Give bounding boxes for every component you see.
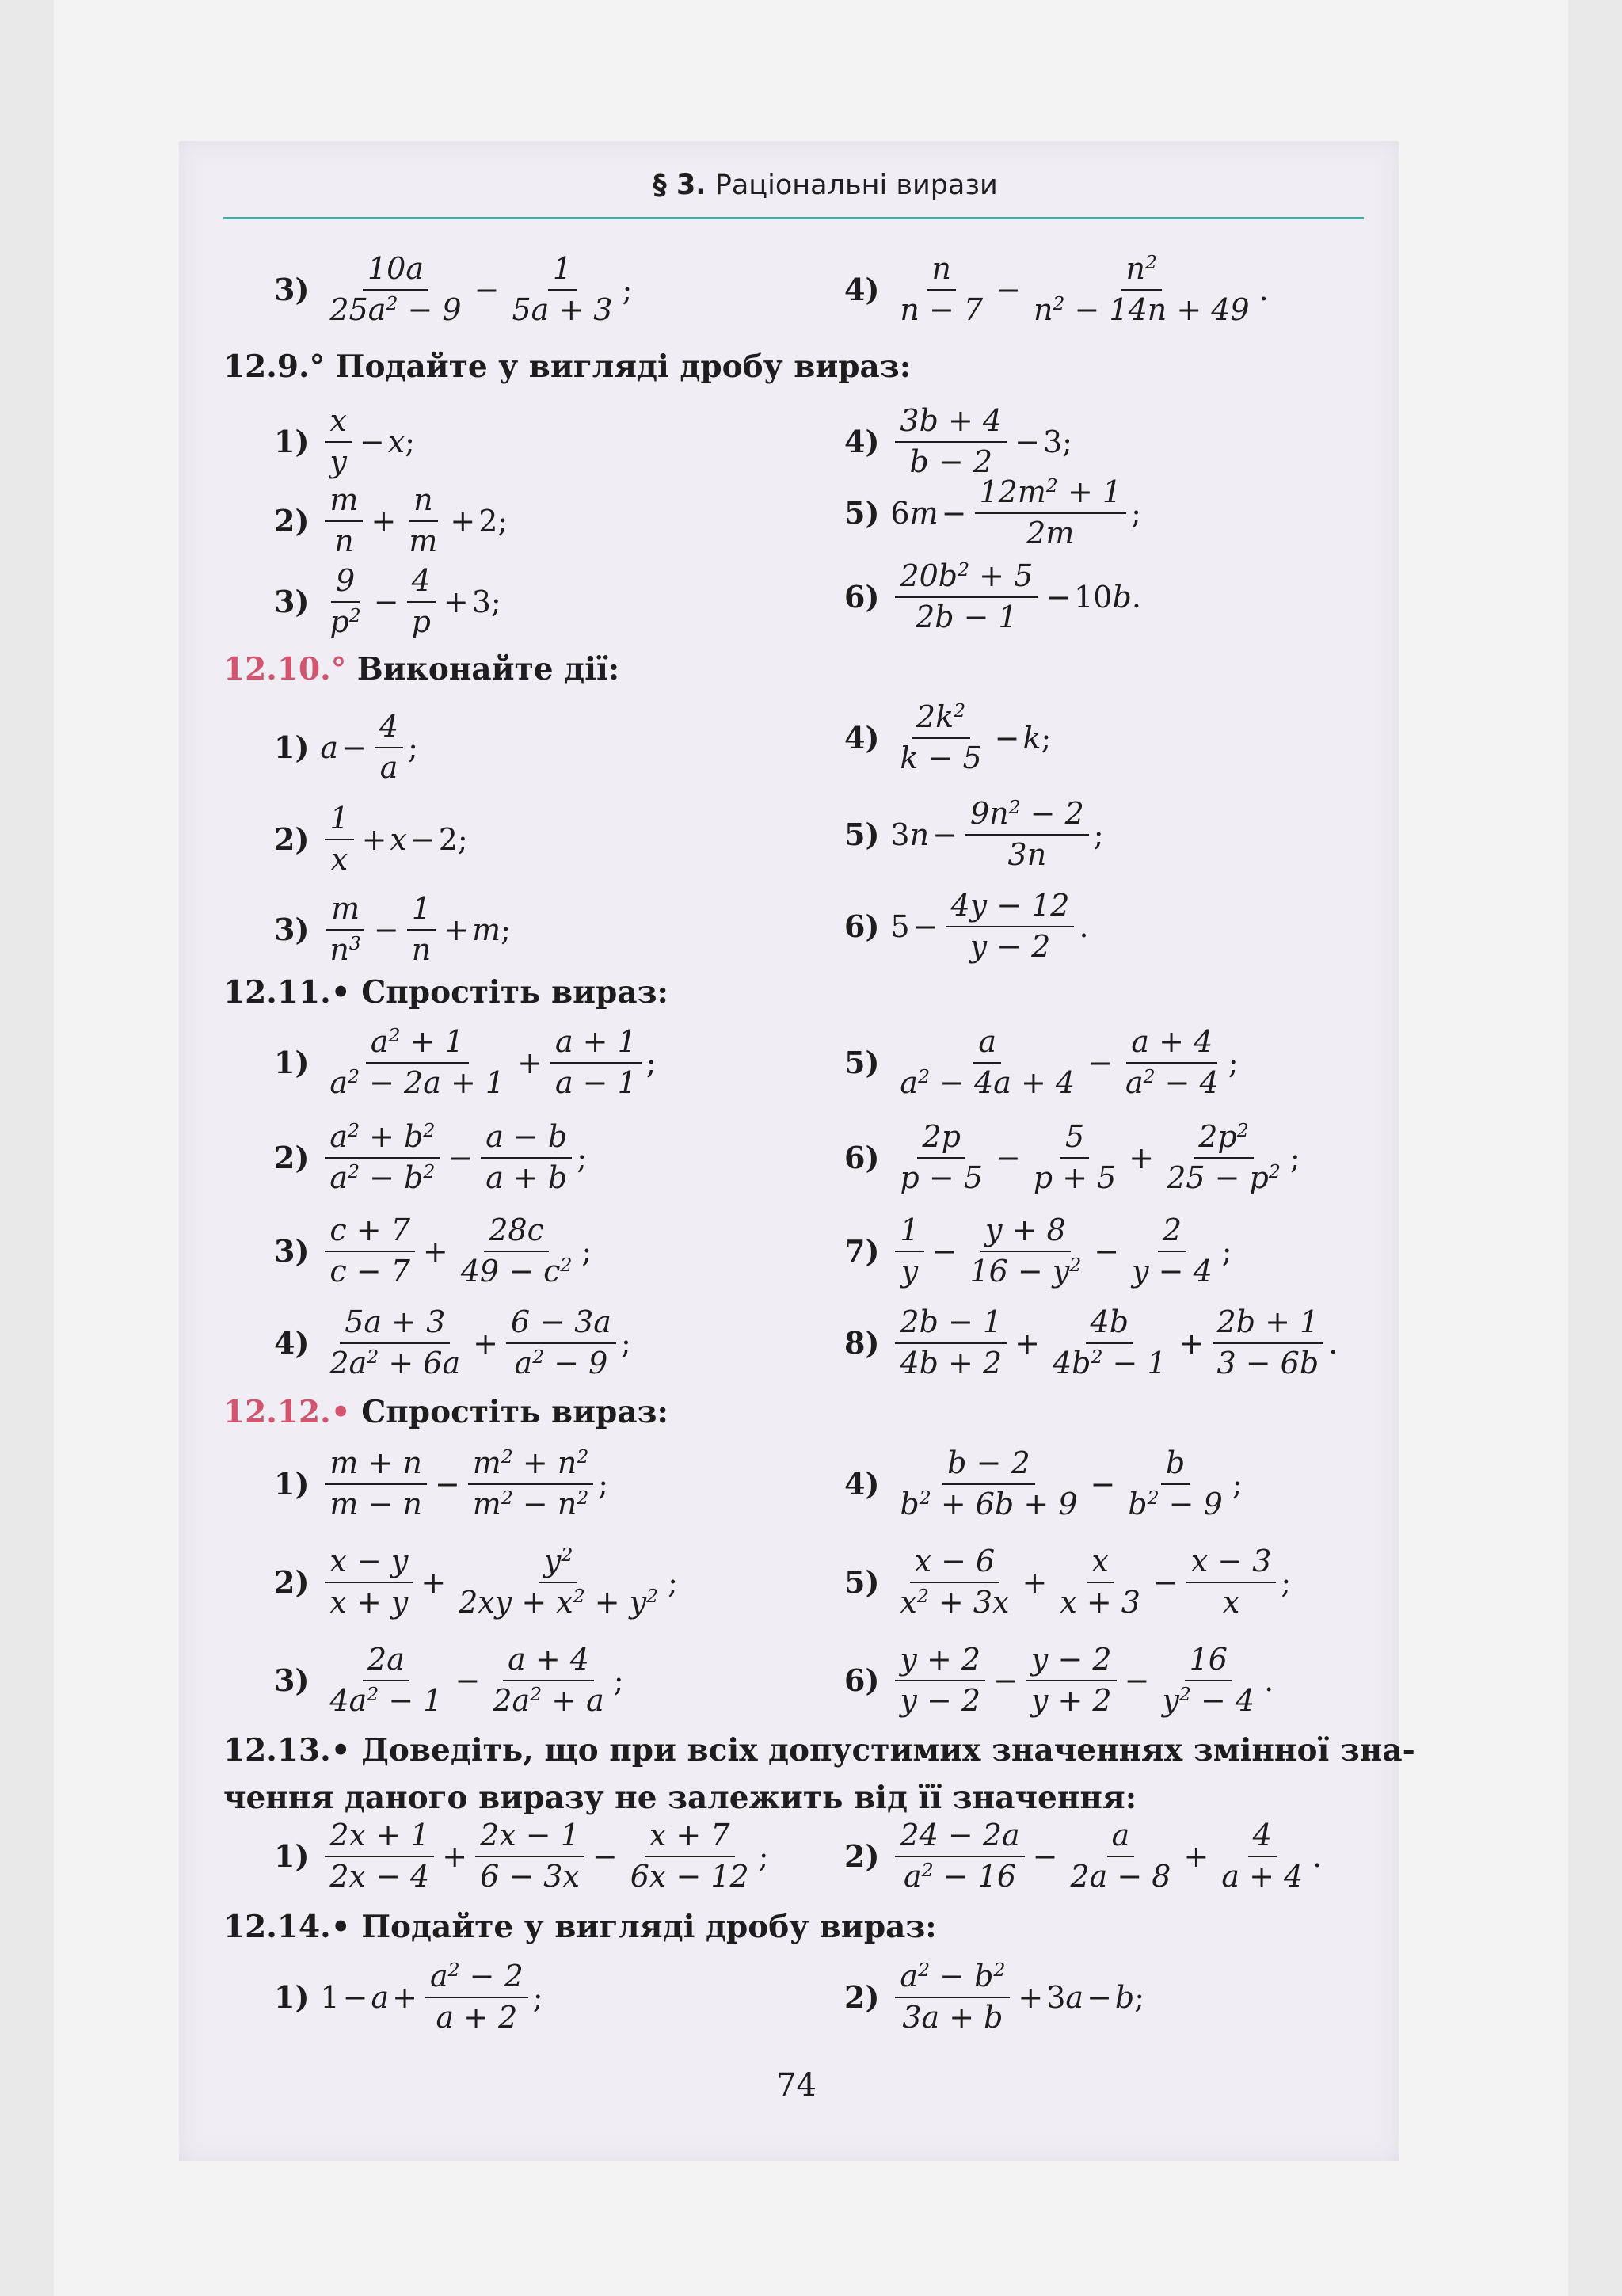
exercise-12-10-3: 3) $\frac{m}{n^3}$ − $\frac{1}{n}$ + m ; (274, 891, 511, 967)
exercise-12-9-5: 5) 6 m − $\frac{12m^2 + 1}{2m}$ ; (844, 474, 1141, 550)
exercise-12-11-6: 6) $\frac{2p}{p - 5}$ − $\frac{5}{p + 5}$ + $\frac{2p^2}{25 - p^2}$ ; (844, 1119, 1300, 1195)
exercise-12-11-4: 4) $\frac{5a + 3}{2a^2 + 6a}$ + $\frac{6 - 3a}{a^2 - 9}$ ; (274, 1304, 631, 1380)
exercise-12-14-2: 2) $\frac{a^2 - b^2}{3a + b}$ + 3 a − b ; (844, 1959, 1145, 2035)
exercise-12-10-4: 4) $\frac{2k^2}{k - 5}$ − k ; (844, 699, 1052, 775)
exercise-12-9-6: 6) $\frac{20b^2 + 5}{2b - 1}$ − 10 b . (844, 558, 1141, 634)
exercise-12-12-5: 5) $\frac{x - 6}{x^2 + 3x}$ + $\frac{x}{x + 3}$ − $\frac{x - 3}{x}$ ; (844, 1544, 1292, 1620)
exercise-12-11-3: 3) $\frac{c + 7}{c - 7}$ + $\frac{28c}{49 - c^2}$ ; (274, 1213, 592, 1289)
page-number: 74 (776, 2067, 817, 2104)
section-number: § 3. (653, 169, 706, 201)
task-12-10: 12.10.° Виконайте дії: (223, 651, 620, 687)
exercise-12-10-2: 2) $\frac{1}{x}$ + x − 2; (274, 801, 468, 877)
page-header (627, 169, 1023, 201)
exercise-12-9-3: 3) $\frac{9}{p^2}$ − $\frac{4}{p}$ + 3; (274, 563, 501, 639)
exercise-12-8-3: 3) $\frac{10a}{25a^2 - 9}$ − $\frac{1}{5a + 3}$ ; (274, 251, 633, 327)
exercise-12-10-1: 1) a − $\frac{4}{a}$ ; (274, 709, 418, 785)
exercise-12-14-1: 1) 1 − a + $\frac{a^2 - 2}{a + 2}$ ; (274, 1959, 543, 2035)
exercise-12-9-4: 4) $\frac{3b + 4}{b - 2}$ − 3; (844, 403, 1072, 479)
exercise-12-12-4: 4) $\frac{b - 2}{b^2 + 6b + 9}$ − $\frac{b}{b^2 - 9}$ ; (844, 1445, 1243, 1521)
exercise-12-10-6: 6) 5 − $\frac{4y - 12}{y - 2}$ . (844, 888, 1089, 964)
task-12-13: 12.13.• Доведіть, що при всіх допустимих значеннях змінної зна- чення даного виразу не залежить від її значення: (223, 1732, 1415, 1817)
task-12-14: 12.14.• Подайте у вигляді дробу вираз: (223, 1909, 937, 1945)
exercise-12-9-1: 1) $\frac{x}{y}$ − x ; (274, 403, 415, 479)
exercise-12-9-2: 2) $\frac{m}{n}$ + $\frac{n}{m}$ + 2; (274, 482, 508, 558)
task-12-11: 12.11.• Спростіть вираз: (223, 974, 668, 1011)
header-rule (223, 217, 1364, 219)
exercise-12-13-1: 1) $\frac{2x + 1}{2x - 4}$ + $\frac{2x - 1}{6 - 3x}$ − $\frac{x + 7}{6x - 12}$ ; (274, 1818, 769, 1894)
exercise-12-12-6: 6) $\frac{y + 2}{y - 2}$ − $\frac{y - 2}{y + 2}$ − $\frac{16}{y^2 - 4}$ . (844, 1642, 1274, 1718)
exercise-12-11-8: 8) $\frac{2b - 1}{4b + 2}$ + $\frac{4b}{4b^2 - 1}$ + $\frac{2b + 1}{3 - 6b}$ . (844, 1304, 1338, 1380)
task-12-9: 12.9.° Подайте у вигляді дробу вираз: (223, 348, 912, 385)
exercise-12-10-5: 5) 3 n − $\frac{9n^2 - 2}{3n}$ ; (844, 796, 1104, 872)
section-title: Раціональні вирази (714, 169, 998, 201)
exercise-12-8-4: 4) $\frac{n}{n - 7}$ − $\frac{n^2}{n^2 - 14n + 49}$ . (844, 251, 1269, 327)
exercise-12-11-5: 5) $\frac{a}{a^2 - 4a + 4}$ − $\frac{a + 4}{a^2 - 4}$ ; (844, 1024, 1239, 1100)
exercise-12-11-2: 2) $\frac{a^2 + b^2}{a^2 - b^2}$ − $\frac{a - b}{a + b}$ ; (274, 1119, 588, 1195)
exercise-12-12-1: 1) $\frac{m + n}{m - n}$ − $\frac{m^2 + n^2}{m^2 - n^2}$ ; (274, 1445, 609, 1521)
exercise-12-12-2: 2) $\frac{x - y}{x + y}$ + $\frac{y^2}{2xy + x^2 + y^2}$ ; (274, 1544, 678, 1620)
exercise-12-11-1: 1) $\frac{a^2 + 1}{a^2 - 2a + 1}$ + $\frac{a + 1}{a - 1}$ ; (274, 1024, 657, 1100)
task-12-12: 12.12.• Спростіть вираз: (223, 1394, 668, 1430)
exercise-12-12-3: 3) $\frac{2a}{4a^2 - 1}$ − $\frac{a + 4}{2a^2 + a}$ ; (274, 1642, 624, 1718)
exercise-12-11-7: 7) $\frac{1}{y}$ − $\frac{y + 8}{16 - y^2}$ − $\frac{2}{y - 4}$ ; (844, 1213, 1232, 1289)
exercise-12-13-2: 2) $\frac{24 - 2a}{a^2 - 16}$ − $\frac{a}{2a - 8}$ + $\frac{4}{a + 4}$ . (844, 1818, 1323, 1894)
